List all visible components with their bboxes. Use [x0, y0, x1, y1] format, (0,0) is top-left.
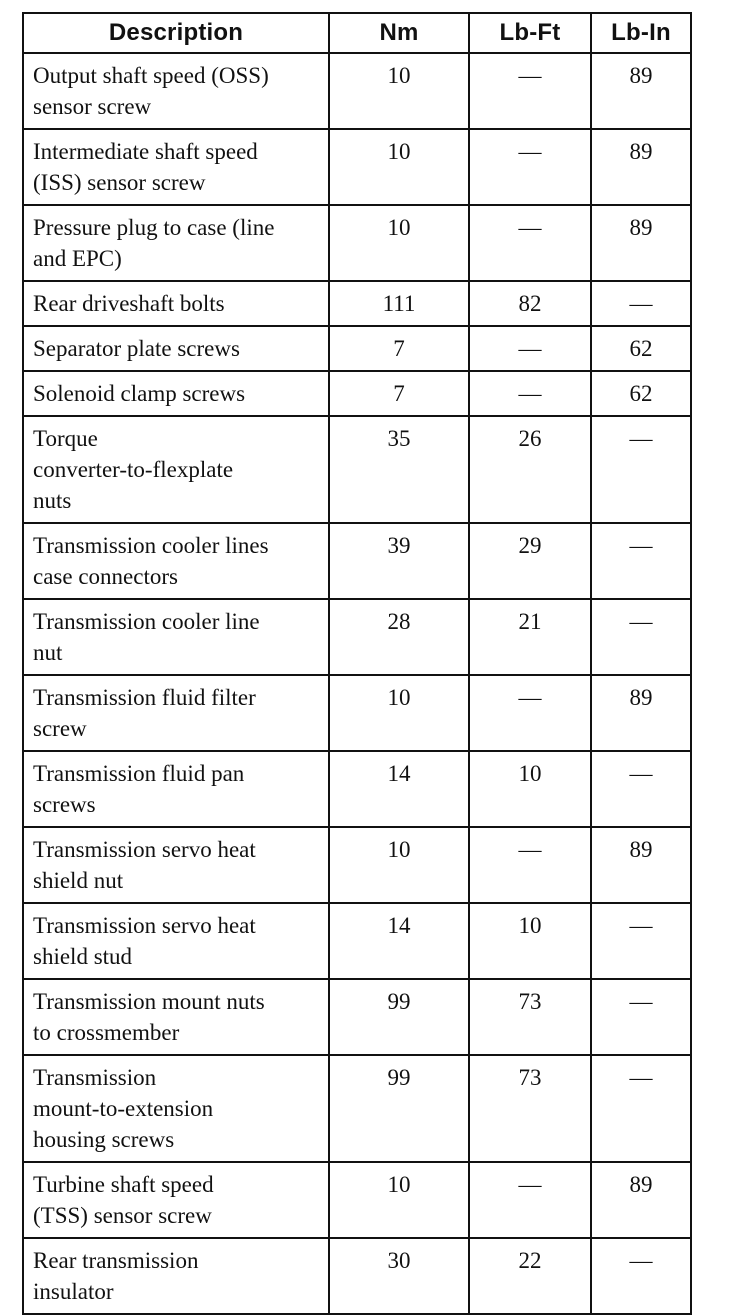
description-line: Turbine shaft speed: [33, 1172, 214, 1197]
lb-in-cell: 89: [591, 129, 691, 205]
header-row: [23, 13, 691, 53]
table-row: [23, 675, 691, 751]
description-cell: [23, 129, 329, 205]
lb-in-cell: —: [591, 751, 691, 827]
lb-in-cell: 89: [591, 827, 691, 903]
lb-ft-cell: —: [469, 129, 591, 205]
nm-cell: 99: [329, 979, 469, 1055]
description-line: Transmission servo heat: [33, 837, 256, 862]
description-line: housing screws: [33, 1127, 175, 1152]
torque-spec-table: [22, 12, 692, 1315]
description-line: Transmission servo heat: [33, 913, 256, 938]
description-line: nut: [33, 640, 63, 665]
description-cell: [23, 416, 329, 523]
lb-ft-cell: —: [469, 827, 591, 903]
table-row: [23, 1162, 691, 1238]
lb-in-cell: —: [591, 1055, 691, 1162]
table-row: [23, 371, 691, 416]
table-row: [23, 1055, 691, 1162]
description-line: Transmission cooler line: [33, 609, 260, 634]
description-line: (TSS) sensor screw: [33, 1203, 212, 1228]
description-line: Rear driveshaft bolts: [33, 291, 225, 316]
description-cell: [23, 827, 329, 903]
description-line: and EPC): [33, 246, 122, 271]
description-line: Transmission: [33, 1065, 157, 1090]
lb-in-cell: 89: [591, 205, 691, 281]
description-line: Solenoid clamp screws: [33, 381, 246, 406]
lb-ft-cell: 21: [469, 599, 591, 675]
table-row: [23, 903, 691, 979]
lb-ft-cell: —: [469, 371, 591, 416]
description-cell: [23, 675, 329, 751]
table-row: [23, 205, 691, 281]
nm-cell: 7: [329, 326, 469, 371]
lb-ft-cell: 26: [469, 416, 591, 523]
description-line: Torque: [33, 426, 98, 451]
lb-in-cell: —: [591, 903, 691, 979]
table-row: [23, 523, 691, 599]
description-line: Transmission mount nuts: [33, 989, 265, 1014]
description-line: Rear transmission: [33, 1248, 199, 1273]
table-row: [23, 979, 691, 1055]
lb-ft-cell: 29: [469, 523, 591, 599]
description-cell: [23, 751, 329, 827]
lb-ft-cell: —: [469, 675, 591, 751]
description-line: Output shaft speed (OSS): [33, 63, 269, 88]
description-line: Intermediate shaft speed: [33, 139, 258, 164]
table-row: [23, 129, 691, 205]
description-line: screw: [33, 716, 87, 741]
lb-ft-cell: 10: [469, 751, 591, 827]
table-row: [23, 1238, 691, 1314]
description-line: screws: [33, 792, 96, 817]
table-row: [23, 281, 691, 326]
lb-ft-cell: —: [469, 53, 591, 129]
description-line: Transmission cooler lines: [33, 533, 269, 558]
description-line: shield stud: [33, 944, 133, 969]
header-description: Description: [23, 13, 329, 53]
header-lb-in: Lb-In: [591, 13, 691, 53]
lb-in-cell: —: [591, 416, 691, 523]
nm-cell: 10: [329, 129, 469, 205]
lb-in-cell: 62: [591, 371, 691, 416]
lb-in-cell: 62: [591, 326, 691, 371]
lb-ft-cell: —: [469, 1162, 591, 1238]
table-row: [23, 599, 691, 675]
description-cell: [23, 53, 329, 129]
nm-cell: 10: [329, 53, 469, 129]
lb-in-cell: —: [591, 523, 691, 599]
description-cell: [23, 523, 329, 599]
nm-cell: 14: [329, 903, 469, 979]
description-line: sensor screw: [33, 94, 152, 119]
nm-cell: 7: [329, 371, 469, 416]
lb-ft-cell: 73: [469, 1055, 591, 1162]
description-line: nuts: [33, 488, 72, 513]
description-line: Transmission fluid filter: [33, 685, 256, 710]
lb-ft-cell: 10: [469, 903, 591, 979]
description-line: mount-to-extension: [33, 1096, 214, 1121]
nm-cell: 28: [329, 599, 469, 675]
nm-cell: 99: [329, 1055, 469, 1162]
description-cell: [23, 599, 329, 675]
nm-cell: 30: [329, 1238, 469, 1314]
description-line: insulator: [33, 1279, 114, 1304]
table-row: [23, 326, 691, 371]
lb-in-cell: 89: [591, 1162, 691, 1238]
description-line: case connectors: [33, 564, 178, 589]
nm-cell: 35: [329, 416, 469, 523]
description-line: shield nut: [33, 868, 124, 893]
description-cell: [23, 281, 329, 326]
lb-ft-cell: 73: [469, 979, 591, 1055]
lb-ft-cell: —: [469, 326, 591, 371]
table-row: [23, 827, 691, 903]
lb-in-cell: —: [591, 599, 691, 675]
lb-in-cell: —: [591, 979, 691, 1055]
nm-cell: 14: [329, 751, 469, 827]
description-cell: [23, 903, 329, 979]
lb-in-cell: 89: [591, 53, 691, 129]
lb-ft-cell: 22: [469, 1238, 591, 1314]
table-row: [23, 416, 691, 523]
lb-in-cell: —: [591, 1238, 691, 1314]
description-cell: [23, 1055, 329, 1162]
description-cell: [23, 326, 329, 371]
lb-in-cell: —: [591, 281, 691, 326]
table-row: [23, 751, 691, 827]
description-line: Separator plate screws: [33, 336, 240, 361]
nm-cell: 10: [329, 827, 469, 903]
nm-cell: 10: [329, 675, 469, 751]
nm-cell: 10: [329, 1162, 469, 1238]
table-row: [23, 53, 691, 129]
nm-cell: 39: [329, 523, 469, 599]
lb-ft-cell: —: [469, 205, 591, 281]
nm-cell: 111: [329, 281, 469, 326]
description-line: converter-to-flexplate: [33, 457, 234, 482]
description-line: Pressure plug to case (line: [33, 215, 275, 240]
description-line: to crossmember: [33, 1020, 180, 1045]
table-body: [23, 53, 691, 1314]
header-lb-ft: Lb-Ft: [469, 13, 591, 53]
lb-ft-cell: 82: [469, 281, 591, 326]
description-line: Transmission fluid pan: [33, 761, 245, 786]
description-cell: [23, 1162, 329, 1238]
nm-cell: 10: [329, 205, 469, 281]
lb-in-cell: 89: [591, 675, 691, 751]
description-line: (ISS) sensor screw: [33, 170, 206, 195]
header-nm: Nm: [329, 13, 469, 53]
description-cell: [23, 205, 329, 281]
description-cell: [23, 371, 329, 416]
description-cell: [23, 1238, 329, 1314]
description-cell: [23, 979, 329, 1055]
